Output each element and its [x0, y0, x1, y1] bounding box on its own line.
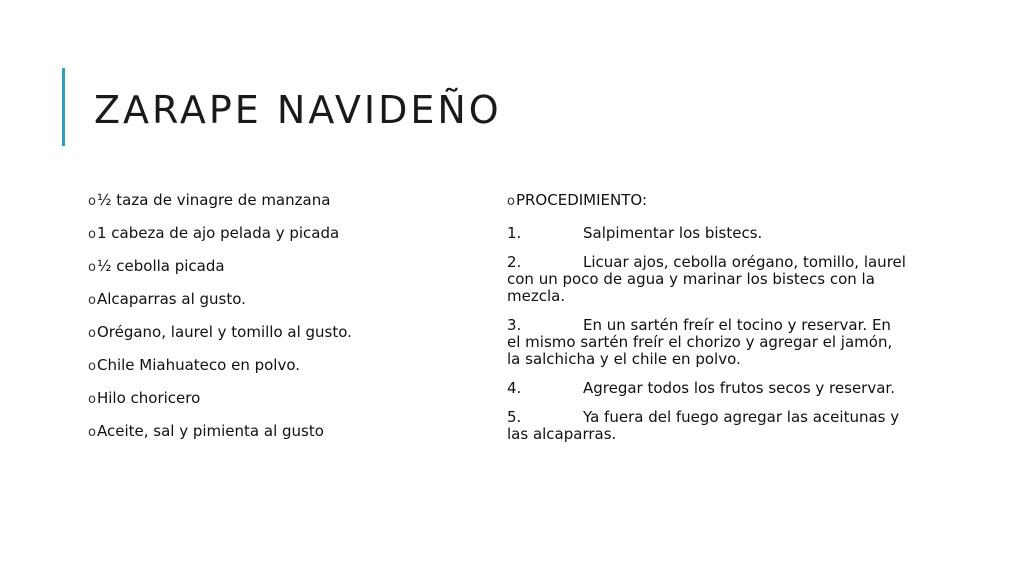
procedure-step [507, 380, 907, 397]
step-text: Salpimentar los bistecs. [583, 224, 763, 242]
procedure-section [507, 192, 907, 455]
ingredient-item [88, 291, 478, 309]
bullet-icon: o [88, 227, 96, 242]
ingredient-text: Hilo choricero [96, 389, 201, 407]
ingredient-text: Alcaparras al gusto. [96, 290, 246, 308]
procedure-step [507, 225, 907, 242]
ingredient-text: Chile Miahuateco en polvo. [96, 356, 301, 374]
step-text: Licuar ajos, cebolla orégano, tomillo, laurel con un poco de agua y marinar los bistecs con la mezcla. [507, 253, 906, 305]
ingredient-text: Aceite, sal y pimienta al gusto [96, 422, 324, 440]
ingredients-list [88, 192, 478, 456]
ingredient-text: 1 cabeza de ajo pelada y picada [96, 224, 340, 242]
bullet-icon: o [88, 260, 96, 275]
bullet-icon: o [88, 326, 96, 341]
procedure-heading [507, 192, 907, 210]
bullet-icon: o [88, 392, 96, 407]
step-text: Agregar todos los frutos secos y reservar. [583, 379, 895, 397]
bullet-icon: o [88, 194, 96, 209]
ingredient-text: ½ taza de vinagre de manzana [96, 191, 331, 209]
procedure-step [507, 254, 907, 305]
step-text: Ya fuera del fuego agregar las aceitunas y las alcaparras. [507, 408, 900, 443]
slide-title: ZARAPE NAVIDEÑO [94, 88, 502, 132]
bullet-icon: o [88, 359, 96, 374]
bullet-icon: o [507, 194, 515, 209]
title-accent-bar [62, 68, 65, 146]
step-number: 2. [507, 253, 522, 271]
ingredient-item [88, 192, 478, 210]
bullet-icon: o [88, 293, 96, 308]
step-text: En un sartén freír el tocino y reservar. En el mismo sartén freír el chorizo y agregar el jamón, la salchicha y el chile en polvo. [507, 316, 893, 368]
ingredient-item [88, 258, 478, 276]
bullet-icon: o [88, 425, 96, 440]
ingredient-item [88, 225, 478, 243]
step-number: 3. [507, 316, 522, 334]
step-number: 4. [507, 379, 522, 397]
ingredient-item [88, 423, 478, 441]
procedure-step [507, 317, 907, 368]
ingredient-item [88, 357, 478, 375]
ingredient-text: Orégano, laurel y tomillo al gusto. [96, 323, 352, 341]
step-number: 5. [507, 408, 522, 426]
step-number: 1. [507, 224, 522, 242]
ingredient-item [88, 390, 478, 408]
procedure-step [507, 409, 907, 443]
procedure-heading-text: PROCEDIMIENTO: [515, 191, 647, 209]
ingredient-item [88, 324, 478, 342]
ingredient-text: ½ cebolla picada [96, 257, 225, 275]
